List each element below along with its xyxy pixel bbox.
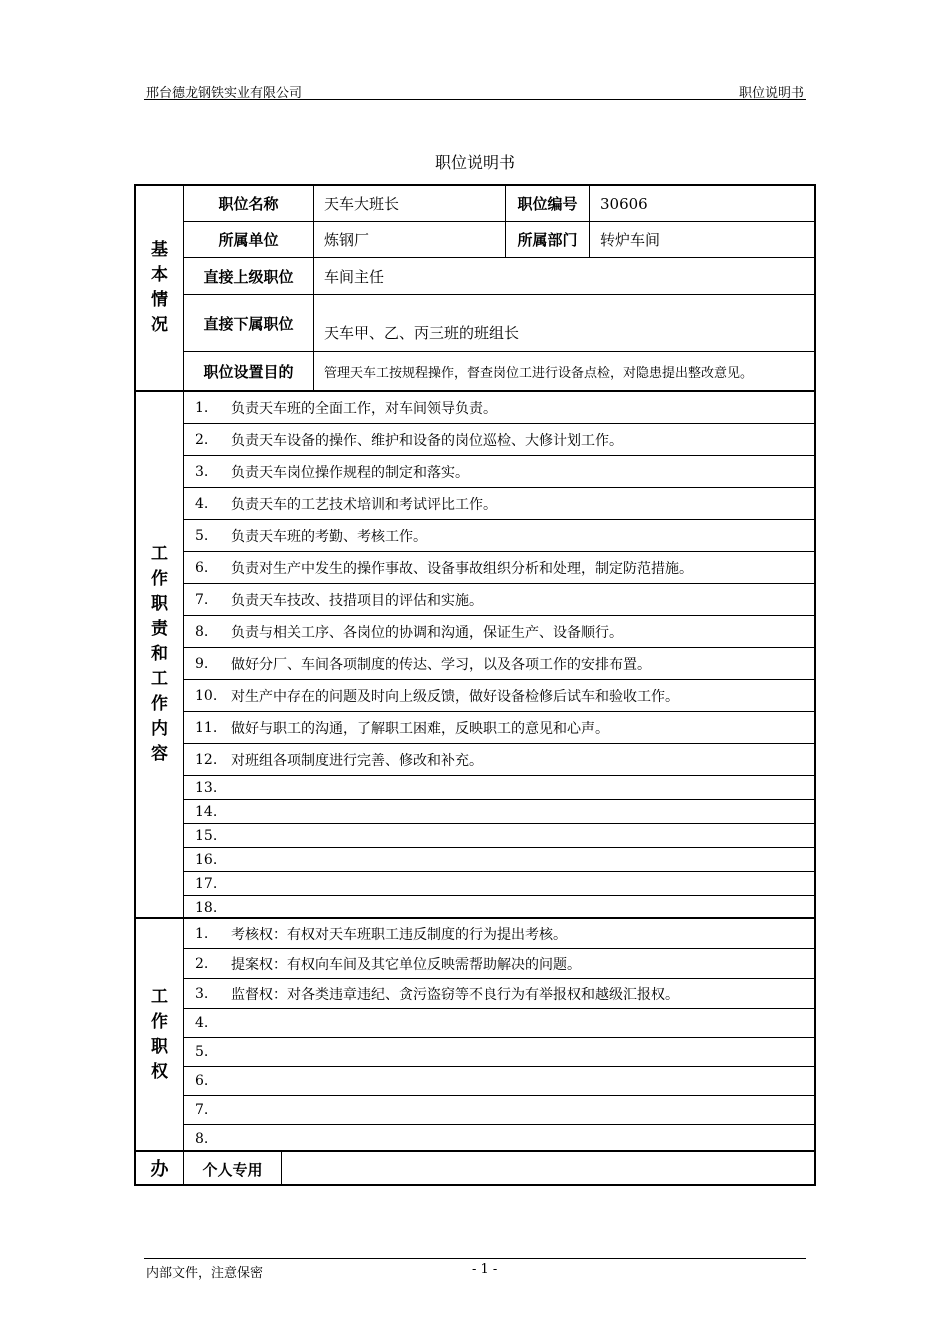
position-name-value: 天车大班长 [314,186,506,221]
page-number: - 1 - [472,1262,498,1277]
duty-item-number: 1. [195,399,209,416]
section-label-char: 权 [151,1061,168,1082]
duty-item [184,488,814,519]
duty-item [184,824,814,847]
unit-label: 所属单位 [184,222,314,257]
duty-item-text: 负责与相关工序、各岗位的协调和沟通，保证生产、设备顺行。 [231,624,623,641]
duty-item-text: 负责天车班的考勤、考核工作。 [231,528,427,545]
section-label-char: 内 [151,719,168,739]
duty-item-text: 负责天车岗位操作规程的制定和落实。 [231,464,469,481]
authority-item [184,1009,814,1037]
duty-item [184,872,814,895]
header-doc-type: 职位说明书 [738,86,804,101]
section-label-char: 职 [151,594,168,614]
duty-item-number: 12. [195,751,218,768]
authority-item-number: 7. [195,1102,209,1118]
duty-item [184,712,814,743]
section-label-char: 职 [151,1036,168,1057]
duty-item-text: 负责天车技改、技措项目的评估和实施。 [231,592,483,609]
duty-item-number: 15. [195,827,218,844]
duty-item-number: 5. [195,527,209,544]
dept-label: 所属部门 [506,222,590,257]
section-label-char: 责 [151,619,168,639]
duty-item-text: 做好与职工的沟通，了解职工困难，反映职工的意见和心声。 [231,720,609,737]
section-label-char: 和 [151,644,168,664]
duty-item [184,680,814,711]
section-label-authority [136,919,184,1150]
dept-value: 转炉车间 [600,231,661,249]
duty-item-number: 7. [195,591,209,608]
authority-item [184,1125,814,1152]
duty-item-number: 10. [195,687,218,704]
duty-item-text: 做好分厂、车间各项制度的传达、学习，以及各项工作的安排布置。 [231,656,651,673]
duty-item-text: 对生产中存在的问题及时向上级反馈，做好设备检修后试车和验收工作。 [231,688,679,705]
authority-item [184,1067,814,1095]
section-label-duties [136,392,184,917]
section-label-char: 作 [151,569,168,589]
duty-item-number: 18. [195,899,218,916]
position-form [134,184,816,1186]
section-label-char: 工 [151,544,168,564]
authority-item-text: 提案权：有权向车间及其它单位反映需帮助解决的问题。 [231,956,581,973]
authority-item-number: 1. [195,925,209,942]
duty-item-number: 6. [195,559,209,576]
authority-item [184,1038,814,1066]
section-label-char: 工 [151,986,168,1007]
duty-item-number: 16. [195,851,218,868]
personal-use-label: 个人专用 [184,1152,282,1186]
duty-item-number: 14. [195,803,218,820]
duty-item-text: 负责天车设备的操作、维护和设备的岗位巡检、大修计划工作。 [231,432,623,449]
duty-item-text: 负责对生产中发生的操作事故、设备事故组织分析和处理，制定防范措施。 [231,560,693,577]
authority-item [184,1096,814,1124]
section-label-char: 作 [151,694,168,714]
row-personal-use [184,1152,814,1186]
position-code-label: 职位编号 [506,186,590,221]
authority-item-text: 监督权：对各类违章违纪、贪污盗窃等不良行为有举报权和越级汇报权。 [231,986,679,1003]
duty-item [184,616,814,647]
duty-item-number: 3. [195,463,209,480]
duty-item [184,744,814,775]
duty-item [184,552,814,583]
section-label-office: 办 [136,1152,184,1186]
duty-item [184,584,814,615]
authority-item-number: 8. [195,1130,209,1147]
duty-item [184,648,814,679]
footer-rule [144,1258,806,1259]
duty-item [184,776,814,799]
purpose-label: 职位设置目的 [184,352,314,390]
section-label-char: 基 [151,240,168,260]
row-unit [184,222,814,257]
row-purpose [184,352,814,390]
personal-use-value[interactable] [282,1152,814,1186]
duty-item-number: 17. [195,875,218,892]
row-superior [184,258,814,294]
section-label-char: 容 [151,744,168,764]
authority-item-number: 2. [195,955,209,972]
duty-item [184,896,814,919]
duty-item-text: 负责天车的工艺技术培训和考试评比工作。 [231,496,497,513]
duty-item [184,848,814,871]
unit-value: 炼钢厂 [314,222,506,257]
duty-item-number: 13. [195,779,218,796]
duty-item [184,520,814,551]
footer-note: 内部文件，注意保密 [146,1266,264,1281]
authority-item-number: 4. [195,1015,209,1031]
duty-item-text: 对班组各项制度进行完善、修改和补充。 [231,752,483,769]
header-rule [144,99,806,100]
superior-label: 直接上级职位 [184,258,314,294]
authority-item-text: 考核权：有权对天车班职工违反制度的行为提出考核。 [231,926,567,943]
duty-item [184,392,814,423]
duty-item [184,456,814,487]
purpose-value: 管理天车工按规程操作，督查岗位工进行设备点检，对隐患提出整改意见。 [324,365,754,381]
position-name-label: 职位名称 [184,186,314,221]
section-label-char: 工 [151,669,168,689]
duty-item-number: 4. [195,495,209,512]
duty-item-number: 2. [195,431,209,448]
section-label-char: 本 [151,265,168,285]
authority-item [184,979,814,1008]
authority-item [184,919,814,948]
position-code-value: 30606 [600,194,648,213]
subordinate-value: 天车甲、乙、丙三班的班组长 [324,324,520,342]
authority-item-number: 6. [195,1073,209,1089]
row-subordinate [184,295,814,351]
duty-item [184,424,814,455]
authority-item-number: 3. [195,985,209,1002]
duty-item-number: 11. [195,719,218,736]
row-position-name [184,186,814,221]
duty-item-text: 负责天车班的全面工作，对车间领导负责。 [231,400,497,417]
duty-item-number: 8. [195,623,209,640]
section-label-basic [136,186,184,390]
superior-value: 车间主任 [324,267,385,286]
section-label-char: 况 [151,315,168,335]
page-title: 职位说明书 [434,153,515,172]
section-label-char: 情 [151,290,168,310]
authority-item [184,949,814,978]
duty-item [184,800,814,823]
subordinate-label: 直接下属职位 [184,295,314,351]
header-company: 邢台德龙钢铁实业有限公司 [146,86,303,101]
authority-item-number: 5. [195,1044,209,1060]
duty-item-number: 9. [195,655,209,672]
section-label-char: 作 [151,1011,168,1032]
